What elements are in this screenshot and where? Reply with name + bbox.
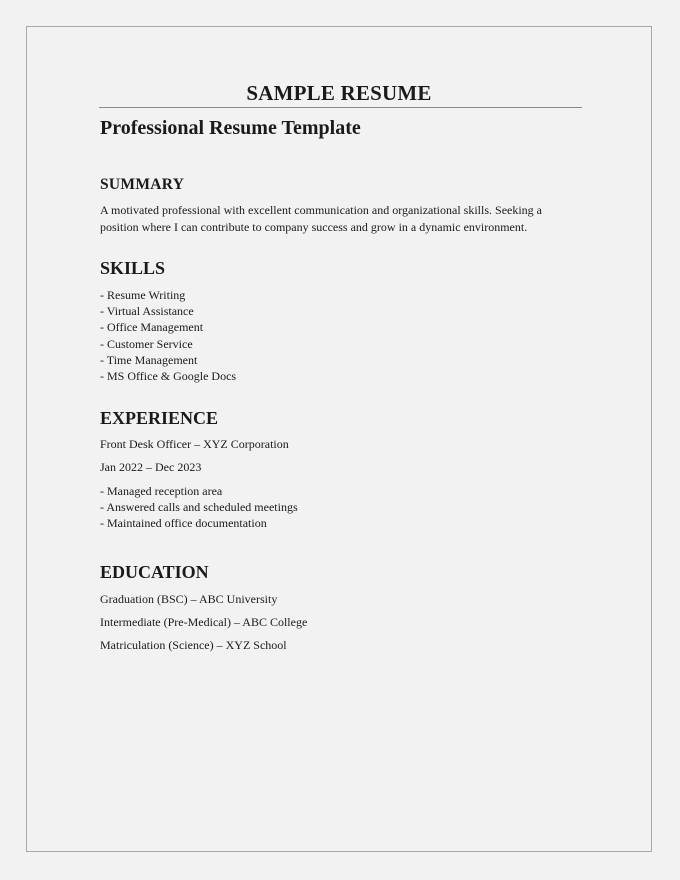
skill-item: - Virtual Assistance (100, 304, 194, 319)
document-subtitle: Professional Resume Template (100, 117, 361, 139)
experience-heading: EXPERIENCE (100, 408, 219, 428)
skill-item: - Resume Writing (100, 288, 186, 302)
education-item: Intermediate (Pre-Medical) – ABC College (100, 615, 308, 629)
education-item: Matriculation (Science) – XYZ School (100, 638, 287, 652)
document-title: SAMPLE RESUME (246, 81, 432, 105)
duty-item: - Managed reception area (100, 484, 223, 498)
duty-item: - Maintained office documentation (100, 516, 267, 531)
skills-heading: SKILLS (100, 258, 166, 278)
experience-duties-list (100, 483, 298, 532)
experience-role: Front Desk Officer – XYZ Corporation (100, 437, 289, 451)
education-item: Graduation (BSC) – ABC University (100, 592, 278, 606)
experience-dates: Jan 2022 – Dec 2023 (100, 460, 202, 474)
skill-item: - MS Office & Google Docs (100, 369, 237, 384)
summary-text: A motivated professional with excellent communication and organizational skills. Seeking a position where I can contribute to company success and grow in a dynamic environment. (100, 203, 543, 234)
skills-list (100, 287, 236, 384)
title-divider (99, 107, 582, 108)
resume-page (26, 26, 652, 852)
summary-heading: SUMMARY (100, 176, 185, 193)
skill-item: - Customer Service (100, 336, 193, 351)
duty-item: - Answered calls and scheduled meetings (100, 500, 298, 515)
skill-item: - Time Management (100, 352, 198, 367)
skill-item: - Office Management (100, 320, 204, 335)
education-heading: EDUCATION (100, 562, 209, 582)
